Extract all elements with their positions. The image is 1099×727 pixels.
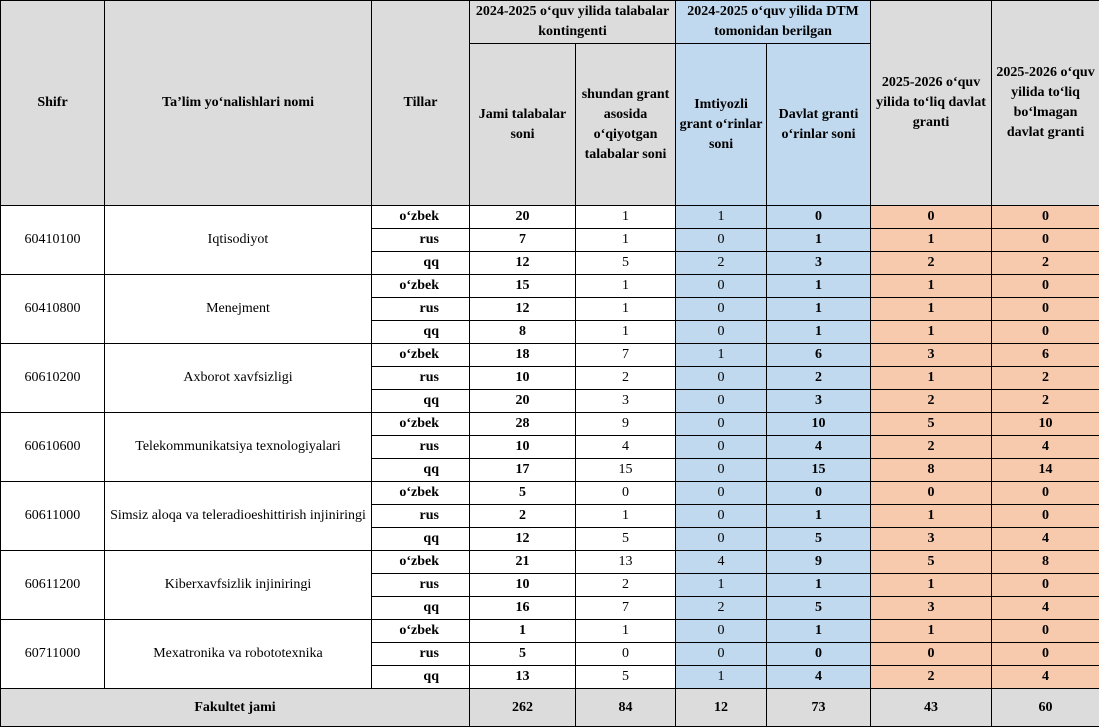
grant-study-cell: 4 <box>576 436 676 459</box>
partial-grant-cell: 2 <box>992 367 1099 390</box>
full-grant-cell: 1 <box>871 367 992 390</box>
jami-cell: 15 <box>470 275 576 298</box>
language-cell: qq <box>372 390 470 413</box>
imtiyoz-cell: 1 <box>676 666 767 689</box>
header-shifr: Shifr <box>1 1 105 206</box>
partial-grant-cell: 4 <box>992 528 1099 551</box>
imtiyoz-cell: 0 <box>676 413 767 436</box>
davlat-cell: 1 <box>767 229 871 252</box>
davlat-cell: 5 <box>767 597 871 620</box>
grant-study-cell: 1 <box>576 620 676 643</box>
partial-grant-cell: 0 <box>992 321 1099 344</box>
jami-cell: 7 <box>470 229 576 252</box>
language-cell: rus <box>372 505 470 528</box>
jami-cell: 12 <box>470 298 576 321</box>
full-grant-cell: 2 <box>871 252 992 275</box>
grant-study-cell: 3 <box>576 390 676 413</box>
davlat-cell: 1 <box>767 574 871 597</box>
partial-grant-cell: 8 <box>992 551 1099 574</box>
full-grant-cell: 2 <box>871 390 992 413</box>
partial-grant-cell: 0 <box>992 574 1099 597</box>
language-cell: rus <box>372 229 470 252</box>
jami-cell: 21 <box>470 551 576 574</box>
jami-cell: 2 <box>470 505 576 528</box>
table-row <box>1 482 1099 505</box>
partial-grant-cell: 0 <box>992 229 1099 252</box>
grant-study-cell: 2 <box>576 367 676 390</box>
jami-cell: 18 <box>470 344 576 367</box>
language-cell: qq <box>372 321 470 344</box>
partial-grant-cell: 0 <box>992 482 1099 505</box>
total-partial: 60 <box>992 689 1099 727</box>
language-cell: rus <box>372 574 470 597</box>
grant-study-cell: 2 <box>576 574 676 597</box>
program-name: Kiberxavfsizlik injiniringi <box>105 551 372 620</box>
imtiyoz-cell: 0 <box>676 229 767 252</box>
program-code: 60410800 <box>1 275 105 344</box>
jami-cell: 8 <box>470 321 576 344</box>
grant-study-cell: 5 <box>576 666 676 689</box>
table-row <box>1 206 1099 229</box>
full-grant-cell: 1 <box>871 298 992 321</box>
grant-study-cell: 1 <box>576 229 676 252</box>
program-name: Telekommunikatsiya texnologiyalari <box>105 413 372 482</box>
davlat-cell: 10 <box>767 413 871 436</box>
program-name: Axborot xavfsizligi <box>105 344 372 413</box>
language-cell: rus <box>372 367 470 390</box>
jami-cell: 13 <box>470 666 576 689</box>
imtiyoz-cell: 2 <box>676 252 767 275</box>
full-grant-cell: 0 <box>871 482 992 505</box>
davlat-cell: 6 <box>767 344 871 367</box>
program-code: 60711000 <box>1 620 105 689</box>
partial-grant-cell: 6 <box>992 344 1099 367</box>
partial-grant-cell: 14 <box>992 459 1099 482</box>
program-code: 60610600 <box>1 413 105 482</box>
program-name: Iqtisodiyot <box>105 206 372 275</box>
davlat-cell: 1 <box>767 321 871 344</box>
full-grant-cell: 2 <box>871 436 992 459</box>
grant-study-cell: 1 <box>576 505 676 528</box>
partial-grant-cell: 4 <box>992 597 1099 620</box>
grant-study-cell: 9 <box>576 413 676 436</box>
davlat-cell: 2 <box>767 367 871 390</box>
imtiyoz-cell: 1 <box>676 574 767 597</box>
jami-cell: 5 <box>470 482 576 505</box>
grant-study-cell: 0 <box>576 643 676 666</box>
jami-cell: 10 <box>470 436 576 459</box>
header-davlat: Davlat granti o‘rinlar soni <box>767 44 871 206</box>
davlat-cell: 0 <box>767 482 871 505</box>
full-grant-cell: 0 <box>871 643 992 666</box>
language-cell: rus <box>372 436 470 459</box>
header-jami: Jami talabalar soni <box>470 44 576 206</box>
partial-grant-cell: 10 <box>992 413 1099 436</box>
imtiyoz-cell: 1 <box>676 206 767 229</box>
total-row <box>1 689 1099 727</box>
full-grant-cell: 8 <box>871 459 992 482</box>
language-cell: qq <box>372 252 470 275</box>
table-row <box>1 275 1099 298</box>
grant-study-cell: 7 <box>576 344 676 367</box>
grant-study-cell: 1 <box>576 275 676 298</box>
full-grant-cell: 1 <box>871 505 992 528</box>
jami-cell: 10 <box>470 574 576 597</box>
grant-study-cell: 5 <box>576 528 676 551</box>
language-cell: qq <box>372 528 470 551</box>
grant-study-cell: 1 <box>576 206 676 229</box>
jami-cell: 28 <box>470 413 576 436</box>
language-cell: o‘zbek <box>372 620 470 643</box>
imtiyoz-cell: 0 <box>676 528 767 551</box>
imtiyoz-cell: 2 <box>676 597 767 620</box>
davlat-cell: 1 <box>767 298 871 321</box>
imtiyoz-cell: 4 <box>676 551 767 574</box>
total-imtiyoz: 12 <box>676 689 767 727</box>
davlat-cell: 5 <box>767 528 871 551</box>
imtiyoz-cell: 0 <box>676 620 767 643</box>
total-davlat: 73 <box>767 689 871 727</box>
davlat-cell: 0 <box>767 206 871 229</box>
jami-cell: 16 <box>470 597 576 620</box>
davlat-cell: 15 <box>767 459 871 482</box>
full-grant-cell: 1 <box>871 229 992 252</box>
partial-grant-cell: 2 <box>992 390 1099 413</box>
full-grant-cell: 1 <box>871 321 992 344</box>
grant-study-cell: 0 <box>576 482 676 505</box>
imtiyoz-cell: 0 <box>676 459 767 482</box>
davlat-cell: 1 <box>767 620 871 643</box>
program-code: 60611000 <box>1 482 105 551</box>
language-cell: o‘zbek <box>372 206 470 229</box>
header-group-dtm: 2024-2025 o‘quv yilida DTM tomonidan berilgan <box>676 1 871 44</box>
jami-cell: 20 <box>470 206 576 229</box>
partial-grant-cell: 4 <box>992 436 1099 459</box>
davlat-cell: 3 <box>767 390 871 413</box>
imtiyoz-cell: 0 <box>676 275 767 298</box>
full-grant-cell: 5 <box>871 413 992 436</box>
language-cell: o‘zbek <box>372 482 470 505</box>
full-grant-cell: 0 <box>871 206 992 229</box>
jami-cell: 17 <box>470 459 576 482</box>
header-name: Ta’lim yo‘nalishlari nomi <box>105 1 372 206</box>
full-grant-cell: 1 <box>871 574 992 597</box>
jami-cell: 1 <box>470 620 576 643</box>
header-grant-study: shundan grant asosida o‘qiyotgan talabalar soni <box>576 44 676 206</box>
table-row <box>1 551 1099 574</box>
table-row <box>1 344 1099 367</box>
davlat-cell: 4 <box>767 436 871 459</box>
partial-grant-cell: 0 <box>992 643 1099 666</box>
full-grant-cell: 5 <box>871 551 992 574</box>
language-cell: rus <box>372 643 470 666</box>
grant-study-cell: 5 <box>576 252 676 275</box>
program-name: Mexatronika va robototexnika <box>105 620 372 689</box>
language-cell: o‘zbek <box>372 413 470 436</box>
partial-grant-cell: 2 <box>992 252 1099 275</box>
full-grant-cell: 2 <box>871 666 992 689</box>
jami-cell: 12 <box>470 252 576 275</box>
program-code: 60610200 <box>1 344 105 413</box>
grant-study-cell: 1 <box>576 321 676 344</box>
grant-study-cell: 13 <box>576 551 676 574</box>
imtiyoz-cell: 0 <box>676 298 767 321</box>
full-grant-cell: 3 <box>871 528 992 551</box>
grant-study-cell: 15 <box>576 459 676 482</box>
imtiyoz-cell: 0 <box>676 505 767 528</box>
program-code: 60611200 <box>1 551 105 620</box>
full-grant-cell: 3 <box>871 344 992 367</box>
header-imtiyozli: Imtiyozli grant o‘rinlar soni <box>676 44 767 206</box>
full-grant-cell: 3 <box>871 597 992 620</box>
header-tillar: Tillar <box>372 1 470 206</box>
davlat-cell: 4 <box>767 666 871 689</box>
davlat-cell: 0 <box>767 643 871 666</box>
davlat-cell: 9 <box>767 551 871 574</box>
partial-grant-cell: 0 <box>992 298 1099 321</box>
total-jami: 262 <box>470 689 576 727</box>
language-cell: rus <box>372 298 470 321</box>
table-row <box>1 413 1099 436</box>
program-name: Menejment <box>105 275 372 344</box>
language-cell: o‘zbek <box>372 344 470 367</box>
partial-grant-cell: 0 <box>992 620 1099 643</box>
jami-cell: 20 <box>470 390 576 413</box>
full-grant-cell: 1 <box>871 620 992 643</box>
imtiyoz-cell: 1 <box>676 344 767 367</box>
total-grant: 84 <box>576 689 676 727</box>
language-cell: o‘zbek <box>372 551 470 574</box>
header-partial-grant: 2025-2026 o‘quv yilida to‘liq bo‘lmagan davlat granti <box>992 1 1099 206</box>
total-label: Fakultet jami <box>1 689 470 727</box>
davlat-cell: 1 <box>767 505 871 528</box>
davlat-cell: 1 <box>767 275 871 298</box>
table-body <box>1 206 1099 689</box>
imtiyoz-cell: 0 <box>676 482 767 505</box>
jami-cell: 5 <box>470 643 576 666</box>
partial-grant-cell: 0 <box>992 275 1099 298</box>
language-cell: o‘zbek <box>372 275 470 298</box>
program-code: 60410100 <box>1 206 105 275</box>
partial-grant-cell: 0 <box>992 505 1099 528</box>
davlat-cell: 3 <box>767 252 871 275</box>
partial-grant-cell: 0 <box>992 206 1099 229</box>
language-cell: qq <box>372 666 470 689</box>
jami-cell: 10 <box>470 367 576 390</box>
jami-cell: 12 <box>470 528 576 551</box>
language-cell: qq <box>372 459 470 482</box>
partial-grant-cell: 4 <box>992 666 1099 689</box>
program-name: Simsiz aloqa va teleradioeshittirish injiniringi <box>105 482 372 551</box>
imtiyoz-cell: 0 <box>676 390 767 413</box>
imtiyoz-cell: 0 <box>676 321 767 344</box>
full-grant-cell: 1 <box>871 275 992 298</box>
imtiyoz-cell: 0 <box>676 367 767 390</box>
table-row <box>1 620 1099 643</box>
header-full-grant: 2025-2026 o‘quv yilida to‘liq davlat granti <box>871 1 992 206</box>
grant-study-cell: 7 <box>576 597 676 620</box>
total-full: 43 <box>871 689 992 727</box>
language-cell: qq <box>372 597 470 620</box>
imtiyoz-cell: 0 <box>676 436 767 459</box>
grant-study-cell: 1 <box>576 298 676 321</box>
imtiyoz-cell: 0 <box>676 643 767 666</box>
header-group-kontingent: 2024-2025 o‘quv yilida talabalar kontingenti <box>470 1 676 44</box>
